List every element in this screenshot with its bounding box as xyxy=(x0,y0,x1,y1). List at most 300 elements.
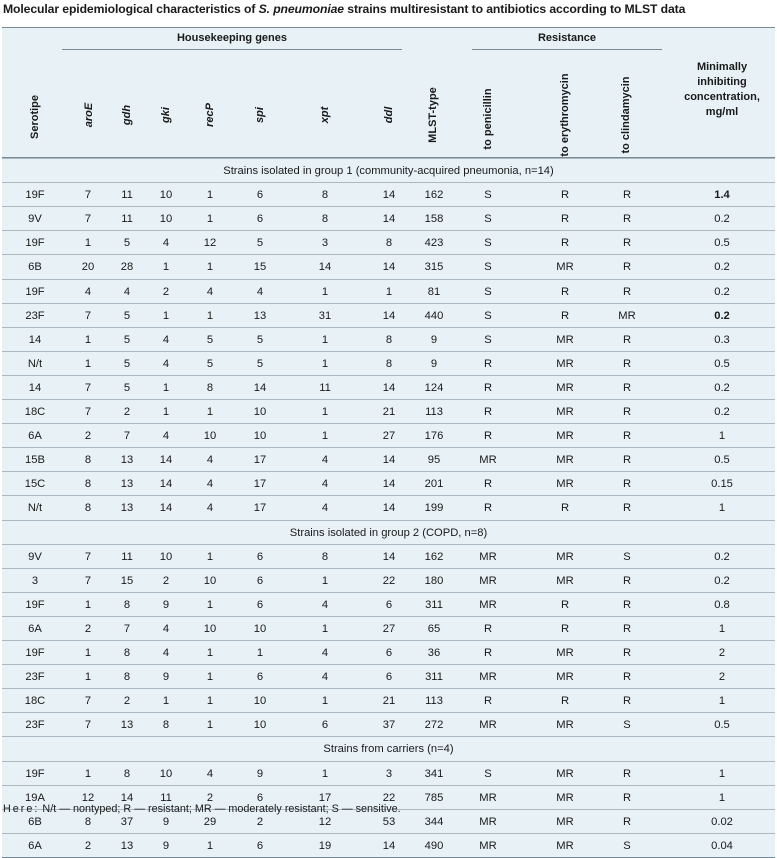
table-cell: N/t xyxy=(27,502,43,515)
table-cell: 0.8 xyxy=(714,598,730,611)
table-cell: 6 xyxy=(256,213,264,226)
table-cell: 8 xyxy=(385,237,393,250)
table-cell: 1 xyxy=(84,671,92,684)
table-cell: 31 xyxy=(318,309,332,322)
table-cell: 4 xyxy=(206,478,214,491)
table-cell: 6A xyxy=(28,839,42,852)
table-cell: 8 xyxy=(84,815,92,828)
table-cell: 19F xyxy=(25,598,45,611)
table-cell: 0.2 xyxy=(714,213,730,226)
table-cell: 4 xyxy=(206,454,214,467)
table-cell: 2 xyxy=(84,430,92,443)
table-cell: 6 xyxy=(256,839,264,852)
table-cell: 3 xyxy=(385,767,393,780)
table-row xyxy=(2,568,775,593)
table-cell: 13 xyxy=(120,454,134,467)
table-cell: 13 xyxy=(253,309,267,322)
table-cell: S xyxy=(484,189,492,202)
table-cell: 1 xyxy=(206,261,214,274)
table-cell: 2 xyxy=(84,622,92,635)
table-cell: 0.2 xyxy=(714,309,730,322)
table-cell: 7 xyxy=(84,550,92,563)
table-cell: MR xyxy=(479,454,497,467)
table-cell: 3 xyxy=(321,237,329,250)
table-cell: R xyxy=(483,695,493,708)
table-cell: 8 xyxy=(162,719,170,732)
table-cell: 0.2 xyxy=(714,285,730,298)
table-cell: 4 xyxy=(162,357,170,370)
table-cell: R xyxy=(622,213,632,226)
table-cell: 2 xyxy=(123,695,131,708)
table-cell: 1 xyxy=(321,333,329,346)
table-cell: 53 xyxy=(382,815,396,828)
table-cell: R xyxy=(560,189,570,202)
table-cell: R xyxy=(622,647,632,659)
table-cell: 6 xyxy=(385,671,393,684)
table-cell: 1 xyxy=(206,406,214,418)
table-cell: 1 xyxy=(206,213,214,226)
table-top-rule xyxy=(2,27,775,28)
table-cell: 272 xyxy=(424,719,444,732)
table-cell: 201 xyxy=(424,478,444,491)
table-cell: R xyxy=(560,237,570,250)
table-cell: R xyxy=(483,430,493,443)
table-cell: R xyxy=(560,598,570,611)
table-cell: 785 xyxy=(424,791,444,804)
table-cell: 5 xyxy=(123,381,131,394)
table-cell: R xyxy=(622,237,632,250)
table-cell: 8 xyxy=(321,189,329,202)
table-cell: 4 xyxy=(321,502,329,515)
table-cell: 9 xyxy=(430,357,438,370)
table-cell: 17 xyxy=(253,454,267,467)
table-cell: MR xyxy=(556,815,574,828)
table-cell: 13 xyxy=(120,502,134,515)
table-row xyxy=(2,327,775,352)
table-cell: 1 xyxy=(206,695,214,708)
table-cell: R xyxy=(483,502,493,515)
table-cell: 490 xyxy=(424,839,444,852)
table-cell: 14 xyxy=(382,261,396,274)
table-cell: 9V xyxy=(28,213,42,226)
table-row xyxy=(2,761,775,786)
table-cell: 5 xyxy=(206,357,214,370)
table-cell: 311 xyxy=(425,598,443,611)
table-cell: R xyxy=(483,647,493,659)
table-cell: S xyxy=(484,213,492,226)
table-cell: 18C xyxy=(24,406,46,418)
table-cell: S xyxy=(484,309,492,322)
table-cell: 4 xyxy=(162,333,170,346)
table-cell: 440 xyxy=(424,309,444,322)
table-cell: 11 xyxy=(160,791,172,804)
table-cell: R xyxy=(622,671,632,684)
table-cell: 7 xyxy=(123,622,131,635)
table-row xyxy=(2,447,775,472)
table-cell: 6 xyxy=(256,574,264,587)
table-cell: 19 xyxy=(318,839,332,852)
table-cell: 162 xyxy=(424,189,444,202)
table-cell: 0.2 xyxy=(714,574,730,587)
table-cell: 1 xyxy=(321,430,329,443)
table-cell: 27 xyxy=(382,430,396,443)
table-cell: 8 xyxy=(206,381,214,394)
table-cell: R xyxy=(560,285,570,298)
table-cell: 8 xyxy=(385,333,393,346)
table-cell: R xyxy=(622,333,632,346)
table-cell: 13 xyxy=(120,478,134,491)
table-cell: 1 xyxy=(84,647,92,659)
table-cell: 5 xyxy=(123,333,131,346)
resistance-header: Resistance xyxy=(537,32,597,44)
table-cell: 4 xyxy=(123,285,131,298)
table-cell: 4 xyxy=(162,237,170,250)
table-cell: R xyxy=(622,189,632,202)
table-cell: R xyxy=(560,502,570,515)
table-cell: MR xyxy=(556,647,574,659)
table-cell: 1 xyxy=(206,671,214,684)
table-cell: 18C xyxy=(24,695,46,708)
table-row xyxy=(2,279,775,304)
table-cell: MR xyxy=(556,767,574,780)
table-cell: 95 xyxy=(427,454,441,467)
table-cell: 23F xyxy=(25,309,45,322)
table-row xyxy=(2,471,775,496)
table-cell: MR xyxy=(556,357,574,370)
table-cell: 7 xyxy=(84,406,92,418)
table-cell: 0.5 xyxy=(714,454,730,467)
table-cell: 3 xyxy=(31,574,39,587)
table-cell: 15B xyxy=(25,454,45,467)
table-cell: MR xyxy=(556,478,574,491)
table-cell: 9 xyxy=(256,767,264,780)
table-cell: 1 xyxy=(162,309,170,322)
mic-header: Minimally inhibiting concentration, mg/ml xyxy=(684,61,760,118)
table-cell: R xyxy=(622,357,632,370)
table-cell: 81 xyxy=(427,285,441,298)
table-cell: 0.02 xyxy=(711,815,733,828)
table-cell: 12 xyxy=(318,815,332,828)
table-cell: MR xyxy=(556,261,574,274)
table-cell: 0.3 xyxy=(714,333,730,346)
table-cell: 1 xyxy=(321,622,329,635)
table-cell: 4 xyxy=(162,430,170,443)
table-cell: R xyxy=(622,430,632,443)
table-cell: 6 xyxy=(256,791,264,804)
table-cell: 1 xyxy=(162,406,170,418)
table-row xyxy=(2,230,775,255)
table-cell: 0.04 xyxy=(711,839,733,852)
table-cell: R xyxy=(622,502,632,515)
table-cell: 1 xyxy=(84,598,92,611)
table-cell: 4 xyxy=(206,285,214,298)
table-cell: 1 xyxy=(321,695,329,708)
table-cell: 12 xyxy=(81,791,95,804)
table-cell: 7 xyxy=(84,189,92,202)
table-cell: 4 xyxy=(321,478,329,491)
table-cell: MR xyxy=(479,719,497,732)
table-cell: 6A xyxy=(28,622,42,635)
table-cell: N/t xyxy=(27,357,43,370)
table-cell: 180 xyxy=(424,574,444,587)
table-cell: 4 xyxy=(321,598,329,611)
table-cell: 6 xyxy=(385,598,393,611)
to-penicillin-header: to penicillin xyxy=(482,88,494,150)
table-cell: 1 xyxy=(256,647,264,659)
table-cell: 1 xyxy=(84,333,92,346)
serotype-header: Serotipe xyxy=(29,94,41,140)
table-cell: 13 xyxy=(120,719,134,732)
table-cell: 4 xyxy=(256,285,264,298)
table-cell: 10 xyxy=(203,574,217,587)
table-cell: MR xyxy=(556,430,574,443)
table-cell: 5 xyxy=(256,237,264,250)
table-row xyxy=(2,712,775,737)
table-cell: 10 xyxy=(253,719,267,732)
table-cell: 1 xyxy=(84,237,92,250)
table-cell: 11 xyxy=(319,381,331,394)
table-cell: 4 xyxy=(206,502,214,515)
mlst-type-header: MLST-type xyxy=(427,87,439,143)
table-cell: 0.5 xyxy=(714,237,730,250)
table-cell: MR xyxy=(479,598,497,611)
table-cell: 20 xyxy=(81,261,95,274)
table-cell: 22 xyxy=(382,574,396,587)
table-cell: 0.15 xyxy=(711,478,733,491)
table-cell: 5 xyxy=(123,357,131,370)
table-cell: 65 xyxy=(427,622,441,635)
table-cell: 10 xyxy=(159,213,173,226)
table-cell: R xyxy=(483,357,493,370)
table-row xyxy=(2,592,775,617)
table-cell: MR xyxy=(556,333,574,346)
table-cell: R xyxy=(622,406,632,418)
table-cell: R xyxy=(560,695,570,708)
table-cell: 162 xyxy=(424,550,444,563)
resistance-underline xyxy=(472,49,662,50)
table-cell: S xyxy=(623,719,631,732)
table-cell: 1 xyxy=(206,839,214,852)
table-cell: 9 xyxy=(162,839,170,852)
table-cell: 15 xyxy=(120,574,134,587)
table-cell: 17 xyxy=(318,791,332,804)
table-cell: 1 xyxy=(206,598,214,611)
table-cell: 10 xyxy=(253,430,267,443)
section-heading: Strains from carriers (n=4) xyxy=(2,736,775,761)
table-cell: 1.4 xyxy=(714,189,730,202)
table-cell: R xyxy=(560,213,570,226)
table-cell: 158 xyxy=(424,213,444,226)
table-cell: 11 xyxy=(121,213,133,226)
table-cell: 6B xyxy=(28,261,42,274)
table-cell: 1 xyxy=(206,550,214,563)
table-cell: 5 xyxy=(206,333,214,346)
table-cell: 0.2 xyxy=(714,381,730,394)
table-cell: R xyxy=(622,285,632,298)
gene-header-gki: gki xyxy=(160,107,172,123)
table-cell: MR xyxy=(479,839,497,852)
table-cell: 7 xyxy=(84,381,92,394)
table-cell: R xyxy=(622,478,632,491)
gene-header-spi: spi xyxy=(254,107,266,123)
table-cell: 19F xyxy=(25,647,45,659)
table-cell: 341 xyxy=(424,767,444,780)
table-row xyxy=(2,495,775,520)
table-cell: 8 xyxy=(123,647,131,659)
table-cell: 10 xyxy=(253,406,267,418)
table-row xyxy=(2,544,775,569)
table-row xyxy=(2,375,775,400)
table-cell: 4 xyxy=(84,285,92,298)
table-cell: 1 xyxy=(206,309,214,322)
table-cell: R xyxy=(622,767,632,780)
table-cell: R xyxy=(622,454,632,467)
housekeeping-genes-header: Housekeeping genes xyxy=(176,32,288,44)
table-cell: R xyxy=(622,622,632,635)
table-cell: 2 xyxy=(256,815,264,828)
table-cell: 17 xyxy=(253,478,267,491)
table-cell: 1 xyxy=(206,189,214,202)
table-cell: 17 xyxy=(253,502,267,515)
table-cell: R xyxy=(560,309,570,322)
table-cell: 14 xyxy=(159,502,173,515)
table-cell: 14 xyxy=(382,502,396,515)
table-cell: S xyxy=(484,261,492,274)
table-cell: 1 xyxy=(718,791,726,804)
table-cell: 0.2 xyxy=(714,406,730,418)
table-cell: R xyxy=(483,381,493,394)
table-cell: 1 xyxy=(321,406,329,418)
table-cell: 10 xyxy=(253,695,267,708)
table-cell: 315 xyxy=(424,261,444,274)
table-row xyxy=(2,616,775,641)
table-cell: S xyxy=(623,550,631,563)
table-cell: R xyxy=(622,261,632,274)
table-cell: MR xyxy=(556,550,574,563)
table-cell: R xyxy=(622,574,632,587)
data-table xyxy=(2,27,775,858)
table-cell: 0.5 xyxy=(714,719,730,732)
table-cell: 8 xyxy=(84,454,92,467)
table-cell: 7 xyxy=(84,719,92,732)
table-cell: R xyxy=(483,406,493,418)
table-cell: R xyxy=(483,478,493,491)
table-cell: 14 xyxy=(382,309,396,322)
table-cell: 0.5 xyxy=(714,357,730,370)
table-cell: 423 xyxy=(424,237,444,250)
table-cell: 124 xyxy=(424,381,444,394)
table-cell: 9 xyxy=(162,815,170,828)
table-cell: 176 xyxy=(424,430,444,443)
gene-header-aroe: aroE xyxy=(83,102,95,128)
table-cell: 11 xyxy=(121,189,133,202)
table-cell: 7 xyxy=(84,695,92,708)
table-row xyxy=(2,640,775,665)
table-cell: 14 xyxy=(382,213,396,226)
table-cell: 14 xyxy=(120,791,134,804)
table-cell: 1 xyxy=(321,574,329,587)
table-row xyxy=(2,833,775,858)
table-cell: 14 xyxy=(382,550,396,563)
table-cell: R xyxy=(622,695,632,708)
table-cell: 113 xyxy=(425,695,443,708)
table-cell: 14 xyxy=(253,381,267,394)
table-cell: 2 xyxy=(718,647,726,659)
table-cell: MR xyxy=(479,550,497,563)
table-row xyxy=(2,303,775,328)
table-cell: 19F xyxy=(25,285,45,298)
table-cell: 1 xyxy=(84,357,92,370)
table-cell: MR xyxy=(556,574,574,587)
table-cell: 12 xyxy=(203,237,217,250)
table-cell: 8 xyxy=(321,213,329,226)
table-cell: R xyxy=(622,791,632,804)
table-cell: 37 xyxy=(120,815,134,828)
table-cell: 6 xyxy=(321,719,329,732)
table-cell: 1 xyxy=(385,285,393,298)
table-cell: 6 xyxy=(256,671,264,684)
table-cell: 2 xyxy=(84,839,92,852)
table-cell: 14 xyxy=(28,333,42,346)
table-cell: 199 xyxy=(424,502,444,515)
table-row xyxy=(2,254,775,279)
table-cell: 8 xyxy=(123,671,131,684)
table-row xyxy=(2,182,775,207)
table-cell: 1 xyxy=(321,357,329,370)
table-cell: 1 xyxy=(206,647,214,659)
table-cell: 10 xyxy=(203,430,217,443)
table-cell: 4 xyxy=(321,454,329,467)
table-cell: 1 xyxy=(718,502,726,515)
table-cell: MR xyxy=(556,791,574,804)
table-cell: S xyxy=(484,333,492,346)
table-cell: 14 xyxy=(382,189,396,202)
table-cell: 10 xyxy=(203,622,217,635)
table-row xyxy=(2,423,775,448)
section-heading: Strains isolated in group 2 (COPD, n=8) xyxy=(2,520,775,545)
table-cell: 14 xyxy=(159,478,173,491)
table-cell: R xyxy=(622,815,632,828)
gene-header-ddl: ddl xyxy=(383,106,395,124)
table-cell: S xyxy=(484,237,492,250)
table-cell: R xyxy=(622,381,632,394)
table-cell: 9 xyxy=(430,333,438,346)
table-cell: 15C xyxy=(24,478,46,491)
table-cell: 1 xyxy=(162,381,170,394)
table-cell: 7 xyxy=(84,213,92,226)
table-cell: MR xyxy=(556,671,574,684)
table-cell: 5 xyxy=(123,309,131,322)
table-cell: MR xyxy=(618,309,636,322)
table-row xyxy=(2,688,775,713)
table-cell: 1 xyxy=(718,430,726,443)
table-cell: 7 xyxy=(84,309,92,322)
table-cell: 10 xyxy=(253,622,267,635)
table-cell: 4 xyxy=(162,647,170,659)
table-cell: 37 xyxy=(382,719,396,732)
to-clindamycin-header: to clindamycin xyxy=(620,76,632,154)
gene-header-gdh: gdh xyxy=(121,104,133,126)
table-cell: MR xyxy=(479,671,497,684)
table-cell: 4 xyxy=(321,647,329,659)
table-cell: 6 xyxy=(256,598,264,611)
table-cell: 19F xyxy=(25,237,45,250)
table-cell: 14 xyxy=(382,478,396,491)
table-cell: 1 xyxy=(718,767,726,780)
table-cell: 2 xyxy=(206,791,214,804)
table-cell: 311 xyxy=(425,671,443,684)
table-cell: 4 xyxy=(321,671,329,684)
